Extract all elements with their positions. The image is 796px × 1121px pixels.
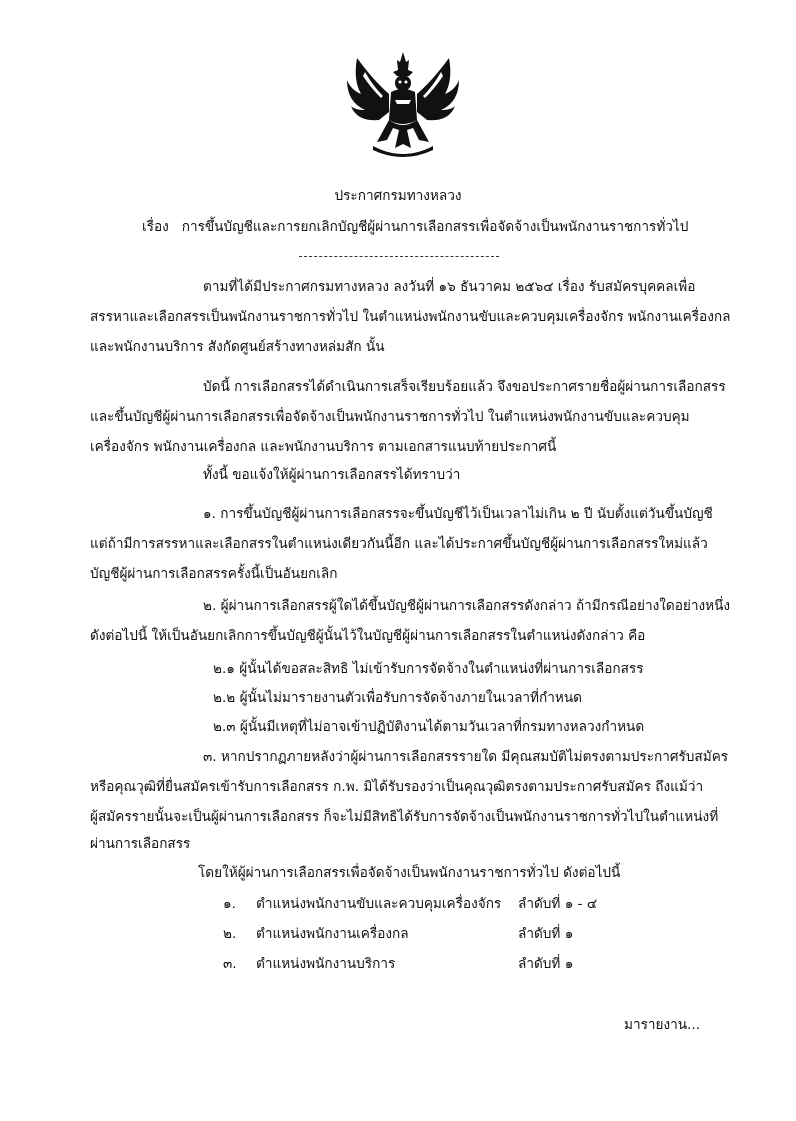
sub-item-2-1: ๒.๑ ผู้นั้นได้ขอสละสิทธิ ไม่เข้ารับการจัดจ้างในตำแหน่งที่ผ่านการเลือกสรร xyxy=(213,661,644,677)
position-item-num: ๑. xyxy=(223,896,236,912)
continued-text: มารายงาน... xyxy=(624,1017,701,1033)
paragraph1-line2: สรรหาและเลือกสรรเป็นพนักงานราชการทั่วไป ในตำแหน่งพนักงานขับและควบคุมเครื่องจักร พนักงานเครื่องกล xyxy=(90,309,731,325)
document-heading: ประกาศกรมทางหลวง xyxy=(334,188,462,204)
item2-line2: ดังต่อไปนี้ ให้เป็นอันยกเลิกการขึ้นบัญชีผู้นั้นไว้ในบัญชีผู้ผ่านการเลือกสรรในตำแหน่งดังกล่าว คือ xyxy=(90,628,646,644)
position-item-num: ๒. xyxy=(223,926,237,942)
subject-label: เรื่อง xyxy=(142,219,169,235)
garuda-emblem-icon xyxy=(343,50,463,160)
separator-dashed-line xyxy=(299,256,499,257)
sub-item-2-2: ๒.๒ ผู้นั้นไม่มารายงานตัวเพื่อรับการจัดจ้างภายในเวลาที่กำหนด xyxy=(213,690,582,706)
item3-line2: หรือคุณวุฒิที่ยื่นสมัครเข้ารับการเลือกสรร ก.พ. มิได้รับรองว่าเป็นคุณวุฒิตรงตามประกาศรับสมัคร ถึงแม้ว่า xyxy=(90,779,704,795)
position-item-title: ตำแหน่งพนักงานบริการ xyxy=(256,956,396,972)
paragraph2-line2: และขึ้นบัญชีผู้ผ่านการเลือกสรรเพื่อจัดจ้างเป็นพนักงานราชการทั่วไป ในตำแหน่งพนักงานขับและควบคุม xyxy=(90,409,690,425)
position-item-rank: ลำดับที่ ๑ xyxy=(518,926,574,942)
report-intro: โดยให้ผู้ผ่านการเลือกสรรเพื่อจัดจ้างเป็นพนักงานราชการทั่วไป ดังต่อไปนี้ xyxy=(198,865,621,881)
paragraph1-line3: และพนักงานบริการ สังกัดศูนย์สร้างทางหล่มสัก นั้น xyxy=(90,339,385,355)
sub-item-2-3: ๒.๓ ผู้นั้นมีเหตุที่ไม่อาจเข้าปฏิบัติงานได้ตามวันเวลาที่กรมทางหลวงกำหนด xyxy=(213,719,645,735)
position-item-rank: ลำดับที่ ๑ - ๔ xyxy=(518,896,598,912)
item1-line2: แต่ถ้ามีการสรรหาและเลือกสรรในตำแหน่งเดียวกันนี้อีก และได้ประกาศขึ้นบัญชีผู้ผ่านการเลือกสรรใหม่แล้ว xyxy=(90,536,708,552)
position-item-title: ตำแหน่งพนักงานขับและควบคุมเครื่องจักร xyxy=(256,896,502,912)
paragraph2-line1: บัดนี้ การเลือกสรรได้ดำเนินการเสร็จเรียบร้อยแล้ว จึงขอประกาศรายชื่อผู้ผ่านการเลือกสรร xyxy=(203,379,726,395)
item3-line1: ๓. หากปรากฏภายหลังว่าผู้ผ่านการเลือกสรรรายใด มีคุณสมบัติไม่ตรงตามประกาศรับสมัคร xyxy=(203,749,729,765)
subject-text: การขึ้นบัญชีและการยกเลิกบัญชีผู้ผ่านการเลือกสรรเพื่อจัดจ้างเป็นพนักงานราชการทั่วไป xyxy=(181,219,689,235)
position-item-rank: ลำดับที่ ๑ xyxy=(518,956,574,972)
item2-line1: ๒. ผู้ผ่านการเลือกสรรผู้ใดได้ขึ้นบัญชีผู้ผ่านการเลือกสรรดังกล่าว ถ้ามีกรณีอย่างใดอย่างหนึ่ง xyxy=(203,598,731,614)
item3-line4: ผ่านการเลือกสรร xyxy=(90,836,191,852)
item1-line1: ๑. การขึ้นบัญชีผู้ผ่านการเลือกสรรจะขึ้นบัญชีไว้เป็นเวลาไม่เกิน ๒ ปี นับตั้งแต่วันขึ้นบัญชี xyxy=(203,506,713,522)
item3-line3: ผู้สมัครรายนั้นจะเป็นผู้ผ่านการเลือกสรร ก็จะไม่มีสิทธิได้รับการจัดจ้างเป็นพนักงานราชการทั่วไปในตำแหน่งที่ xyxy=(90,809,719,825)
item1-line3: บัญชีผู้ผ่านการเลือกสรรครั้งนี้เป็นอันยกเลิก xyxy=(90,566,338,582)
paragraph2-line3: เครื่องจักร พนักงานเครื่องกล และพนักงานบริการ ตามเอกสารแนบท้ายประกาศนี้ xyxy=(90,439,557,455)
subject-line xyxy=(142,218,688,236)
notice-intro: ทั้งนี้ ขอแจ้งให้ผู้ผ่านการเลือกสรรได้ทราบว่า xyxy=(203,467,461,483)
paragraph1-line1: ตามที่ได้มีประกาศกรมทางหลวง ลงวันที่ ๑๖ ธันวาคม ๒๕๖๔ เรื่อง รับสมัครบุคคลเพื่อ xyxy=(203,279,696,295)
position-item-title: ตำแหน่งพนักงานเครื่องกล xyxy=(256,926,409,942)
position-item-num: ๓. xyxy=(223,956,237,972)
